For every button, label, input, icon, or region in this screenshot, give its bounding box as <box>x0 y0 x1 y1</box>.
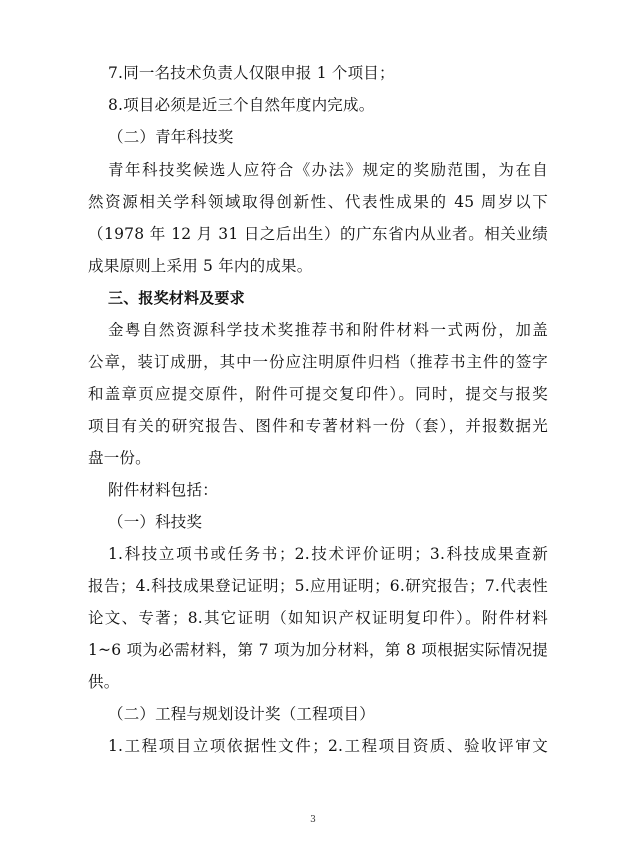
text-line: 盘一份。 <box>88 449 151 467</box>
text-line: 金粤自然资源科学技术奖推荐书和附件材料一式两份，加盖 <box>108 321 548 339</box>
text-line: 报告；4.科技成果登记证明；5.应用证明；6.研究报告；7.代表性 <box>88 577 548 595</box>
section-heading: 三、报奖材料及要求 <box>108 289 245 307</box>
text-line: 1.科技立项书或任务书；2.技术评价证明；3.科技成果查新 <box>108 545 548 563</box>
section-heading: （二）工程与规划设计奖（工程项目） <box>108 705 375 723</box>
text-line: 公章，装订成册，其中一份应注明原件归档（推荐书主件的签字 <box>88 353 548 371</box>
text-line: 附件材料包括： <box>108 481 218 499</box>
text-line: 1.工程项目立项依据性文件；2.工程项目资质、验收评审文 <box>108 737 548 755</box>
text-line: 1~6 项为必需材料，第 7 项为加分材料，第 8 项根据实际情况提 <box>88 641 548 659</box>
text-line: 7.同一名技术负责人仅限申报 1 个项目； <box>108 64 395 82</box>
text-line: 青年科技奖候选人应符合《办法》规定的奖励范围，为在自 <box>108 161 548 179</box>
text-line: 然资源相关学科领域取得创新性、代表性成果的 45 周岁以下 <box>88 193 548 211</box>
text-line: 供。 <box>88 673 120 691</box>
section-heading: （一）科技奖 <box>108 513 203 531</box>
page-number: 3 <box>310 815 316 825</box>
text-line: （1978 年 12 月 31 日之后出生）的广东省内从业者。相关业绩 <box>88 225 548 243</box>
section-heading: （二）青年科技奖 <box>108 128 234 146</box>
text-line: 成果原则上采用 5 年内的成果。 <box>88 257 313 275</box>
text-line: 论文、专著；8.其它证明（如知识产权证明复印件）。附件材料 <box>88 609 548 627</box>
text-line: 项目有关的研究报告、图件和专著材料一份（套），并报数据光 <box>88 417 548 435</box>
text-line: 和盖章页应提交原件，附件可提交复印件）。同时，提交与报奖 <box>88 385 548 403</box>
text-line: 8.项目必须是近三个自然年度内完成。 <box>108 96 375 114</box>
